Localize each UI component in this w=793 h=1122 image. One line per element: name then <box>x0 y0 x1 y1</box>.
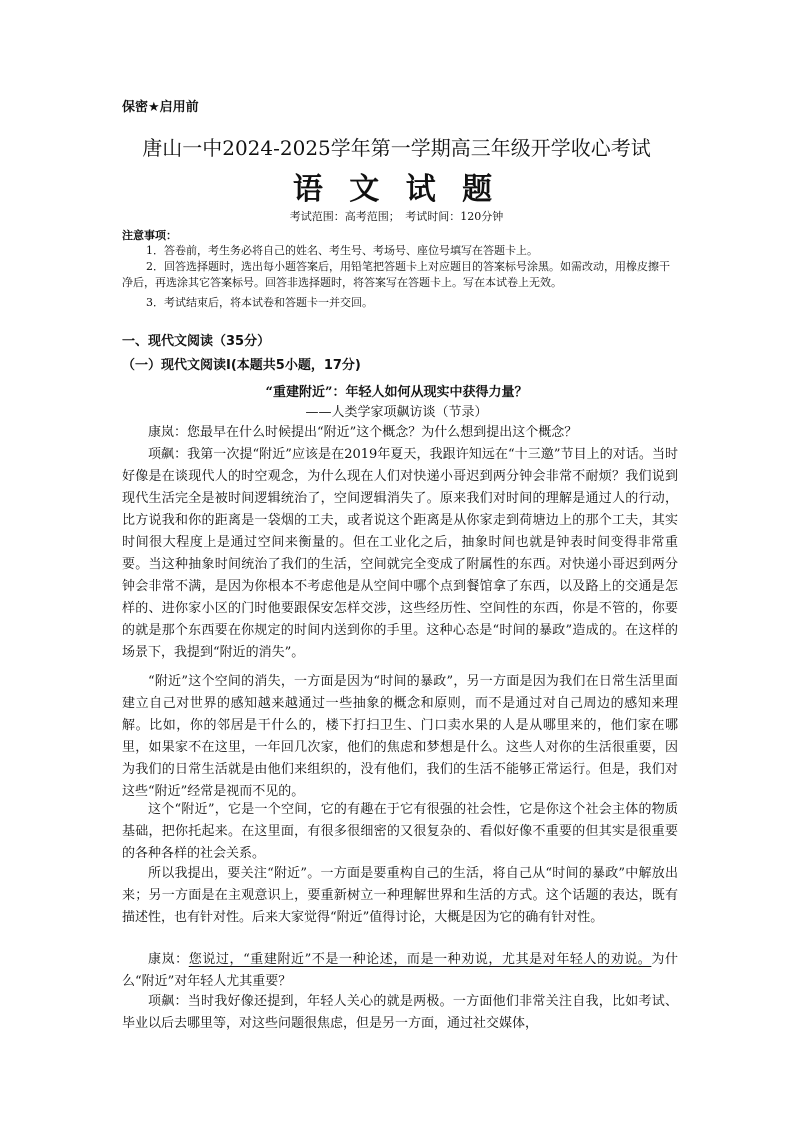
part-heading: （一）现代文阅读Ⅰ(本题共5小题，17分) <box>122 358 361 373</box>
article-subtitle: ——人类学家项飙访谈（节录） <box>305 405 488 420</box>
question-paragraph <box>122 949 678 993</box>
notice-heading: 注意事项： <box>122 229 177 242</box>
notice-item <box>122 295 678 311</box>
subject-title: 语 文 试 题 <box>292 172 501 207</box>
notice-item-text: 3．考试结束后，将本试卷和答题卡一并交回。 <box>146 296 373 309</box>
article-paragraph: 项飙：我第一次提“附近”应该是在2019年夏天，我跟许知远在“十三邀”节目上的对话。当时好像是在谈现代人的时空观念，为什么现在人们对快递小哥迟到两分钟会非常不耐烦？我们说到现代生活完全是被时间逻辑统治了，空间逻辑消失了。原来我们对时间的理解是通过人的行动，比方说我和你的距离是一袋烟的工夫，或者说这个距离是从你家走到荷塘边上的那个工夫，其实时间很大程度上是通过空间来衡量的。但在工业化之后，抽象时间也就是钟表时间变得非常重要。当这种抽象时间统治了我们的生活，空间就完全变成了附属性的东西。对快递小哥迟到两分钟会非常不满，是因为你根本不考虑他是从空间中哪个点到餐馆拿了东西，以及路上的交通是怎样的、进你家小区的门时他要跟保安怎样交涉，这些经历性、空间性的东西，你是不管的，你要的就是那个东西要在你规定的时间内送到你的手里。这种心态是“时间的暴政”造成的。在这样的场景下，我提到“附近的消失”。 <box>122 447 678 660</box>
article-paragraph: 项飙：当时我好像还提到，年轻人关心的就是两极。一方面他们非常关注自我，比如考试、毕业以后去哪里等，对这些问题很焦虑，但是另一方面，通过社交媒体， <box>122 994 678 1031</box>
speaker-label: 康岚： <box>148 952 189 967</box>
notice-item <box>122 243 678 259</box>
notice-item <box>122 259 678 291</box>
article-paragraph: 所以我提出，要关注“附近”。一方面是要重构自己的生活，将自己从“时间的暴政”中解放出来；另一方面是在主观意识上，要重新树立一种理解世界和生活的方式。这个话题的表达，既有描述性，也有针对性。后来大家觉得“附近”值得讨论，大概是因为它的确有针对性。 <box>122 866 678 925</box>
question-text: 为什么“附近”对年轻人尤其重要？ <box>122 952 678 989</box>
confidential-label: 保密★启用前 <box>122 100 199 115</box>
notice-item-text: 2．回答选择题时，选出每小题答案后，用铅笔把答题卡上对应题目的答案标号涂黑。如需改动，用橡皮擦干净后，再选涂其它答案标号。回答非选择题时，将答案写在答题卡上。写在本试卷上无效。 <box>122 260 670 289</box>
article-paragraph: “附近”这个空间的消失，一方面是因为“时间的暴政”，另一方面是因为我们在日常生活里面建立自己对世界的感知越来越通过一些抽象的概念和原则，而不是通过对自己周边的感知来理解。比如，你的邻居是干什么的，楼下打扫卫生、门口卖水果的人是从哪里来的，他们家在哪里，如果家不在这里，一年回几次家，他们的焦虑和梦想是什么。这些人对你的生活很重要，因为我们的日常生活就是由他们来组织的，没有他们，我们的生活不能够正常运行。但是，我们对这些“附近”经常是视而不见的。 <box>122 674 678 799</box>
article-paragraph: 康岚：您最早在什么时候提出“附近”这个概念？为什么想到提出这个概念？ <box>148 425 578 440</box>
article-paragraph: 这个“附近”，它是一个空间，它的有趣在于它有很强的社会性，它是你这个社会主体的物质基础，把你托起来。在这里面，有很多很细密的又很复杂的、看似好像不重要的但其实是很重要的各种各样的社会关系。 <box>122 802 678 861</box>
underlined-quote: 您说过，“重建附近”不是一种论述，而是一种劝说，尤其是对年轻人的劝说。 <box>188 952 652 967</box>
exam-title: 唐山一中2024-2025学年第一学期高三年级开学收心考试 <box>142 136 651 160</box>
article-title: “重建附近”：年轻人如何从现实中获得力量？ <box>265 385 528 400</box>
notice-item-text: 1．答卷前，考生务必将自己的姓名、考生号、考场号、座位号填写在答题卡上。 <box>146 244 538 257</box>
section-heading: 一、现代文阅读（35分） <box>122 334 271 349</box>
exam-info: 考试范围：高考范围； 考试时间：120分钟 <box>289 210 504 223</box>
